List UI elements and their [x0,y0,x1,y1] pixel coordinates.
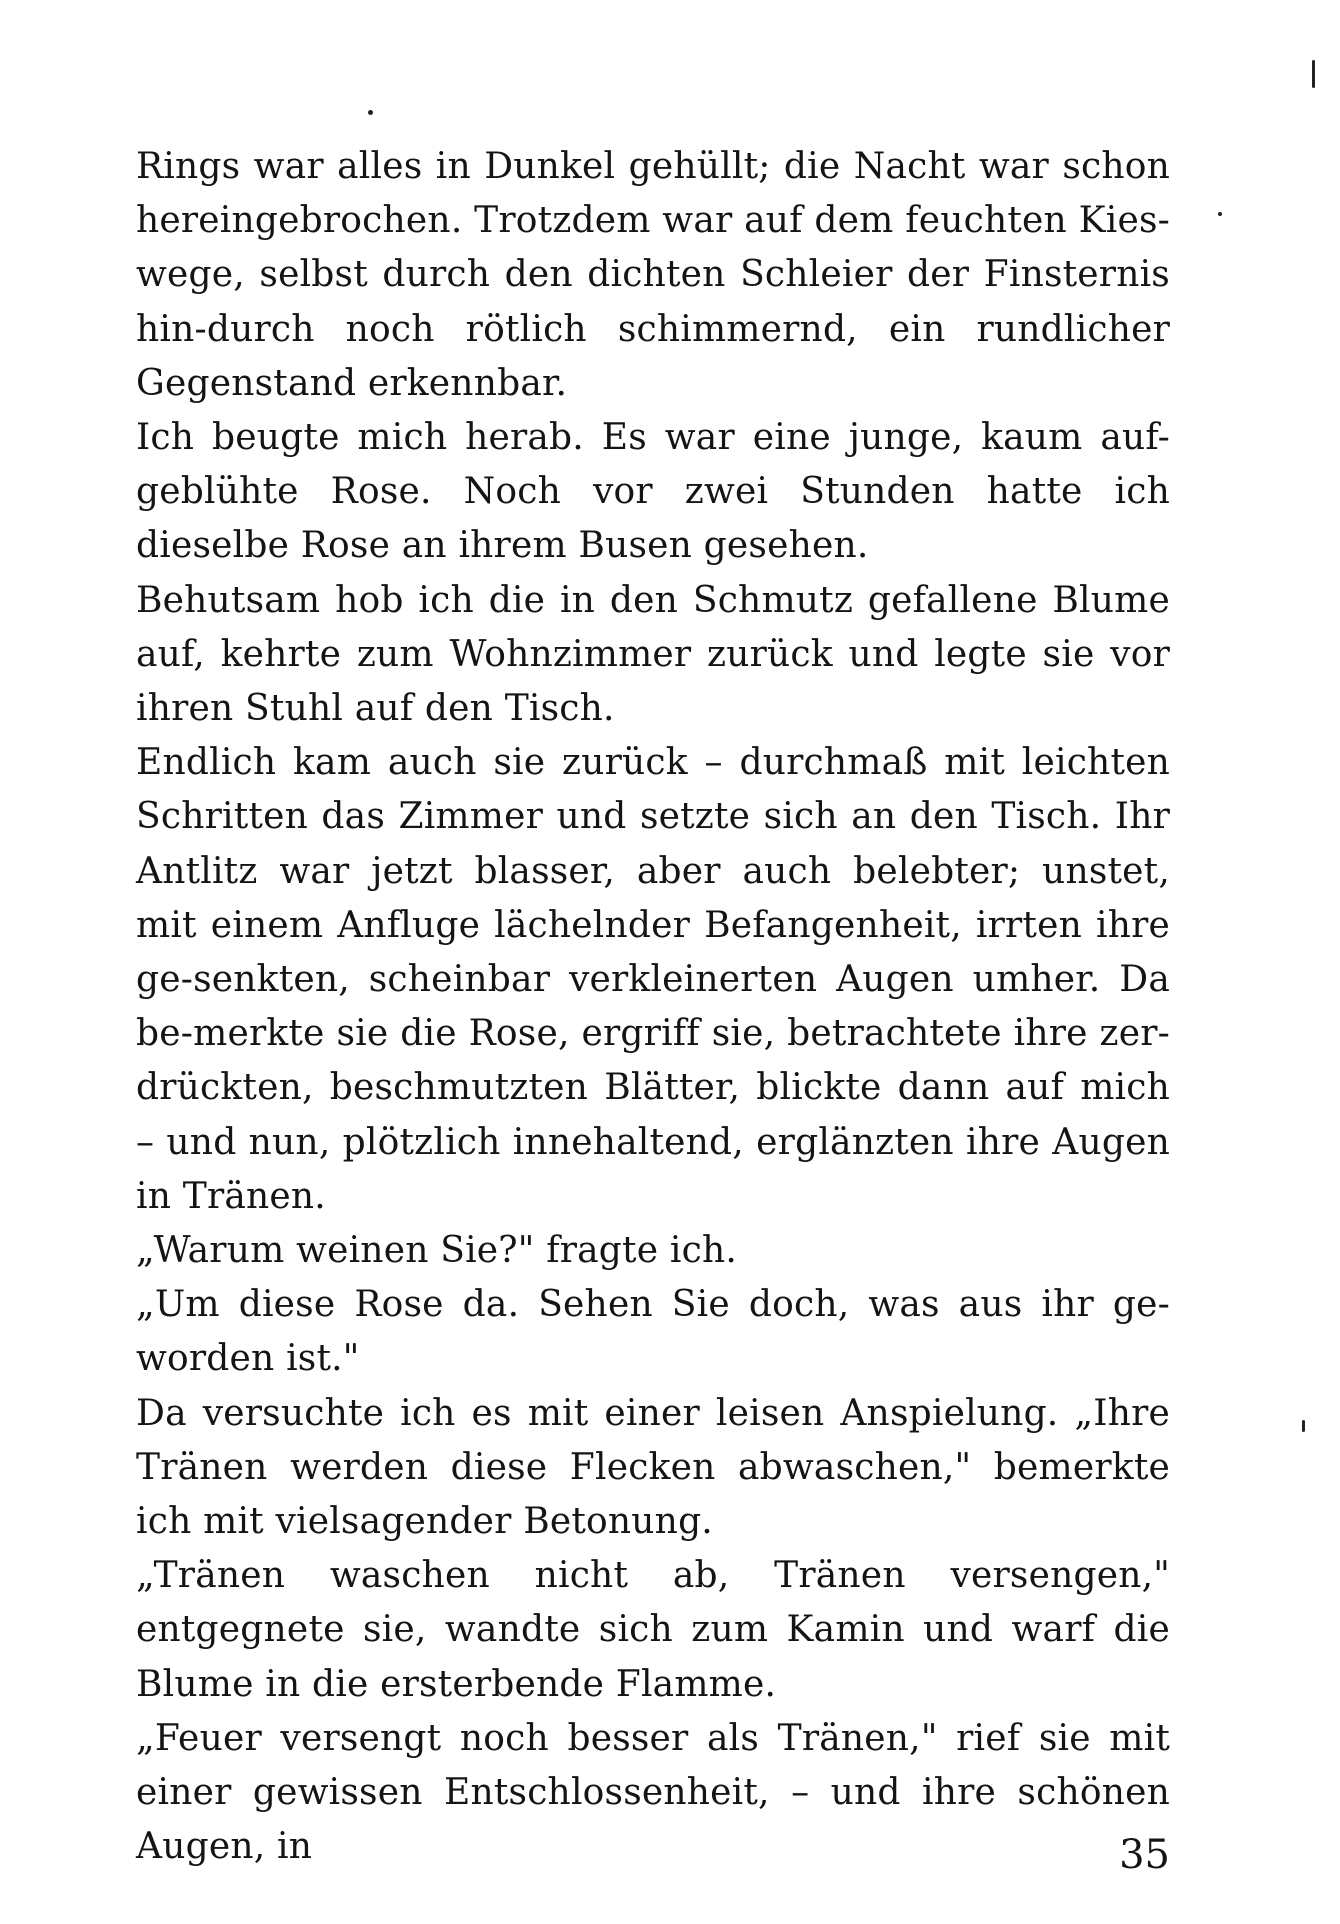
paragraph: Rings war alles in Dunkel gehüllt; die Nacht war schon hereingebrochen. Trotzdem war auf dem feuchten Kies-wege, selbst durch den dichten Schleier der Finsternis hin-durch noch rötlich schimmernd, ein rundlicher Gegenstand erkennbar. [136,146,1170,404]
paragraph: „Um diese Rose da. Sehen Sie doch, was aus ihr ge-worden ist." [136,1284,1170,1380]
paragraph: Behutsam hob ich die in den Schmutz gefallene Blume auf, kehrte zum Wohnzimmer zurück und legte sie vor ihren Stuhl auf den Tisch. [136,579,1170,730]
paragraph: „Warum weinen Sie?" fragte ich. [136,1230,737,1272]
body-text [136,140,1170,1875]
paragraph: Endlich kam auch sie zurück – durchmaß mit leichten Schritten das Zimmer und setzte sich an den Tisch. Ihr Antlitz war jetzt blasser, aber auch belebter; unstet, mit einem Anfluge lächelnder Befangenheit, irrten ihre ge-senkten, scheinbar verkleinerten Augen umher. Da be-merkte sie die Rose, ergriff sie, betrachtete ihre zer-drückten, beschmutzten Blätter, blickte dann auf mich – und nun, plötzlich innehaltend, erglänzten ihre Augen in Tränen. [136,742,1170,1217]
ink-speck [368,110,373,115]
ink-speck [1218,212,1222,216]
paragraph: Da versuchte ich es mit einer leisen Anspielung. „Ihre Tränen werden diese Flecken abwaschen," bemerkte ich mit vielsagender Betonung. [136,1392,1170,1543]
page-number: 35 [1119,1832,1170,1878]
ink-speck [1302,1420,1305,1432]
paragraph: Ich beugte mich herab. Es war eine junge, kaum auf-geblühte Rose. Noch vor zwei Stunden hatte ich dieselbe Rose an ihrem Busen gesehen. [136,417,1170,567]
paragraph: „Feuer versengt noch besser als Tränen," rief sie mit einer gewissen Entschlossenheit, – und ihre schönen Augen, in [136,1717,1170,1868]
paragraph: „Tränen waschen nicht ab, Tränen versengen," entgegnete sie, wandte sich zum Kamin und warf die Blume in die ersterbende Flamme. [136,1555,1170,1705]
ink-speck [1312,60,1315,88]
